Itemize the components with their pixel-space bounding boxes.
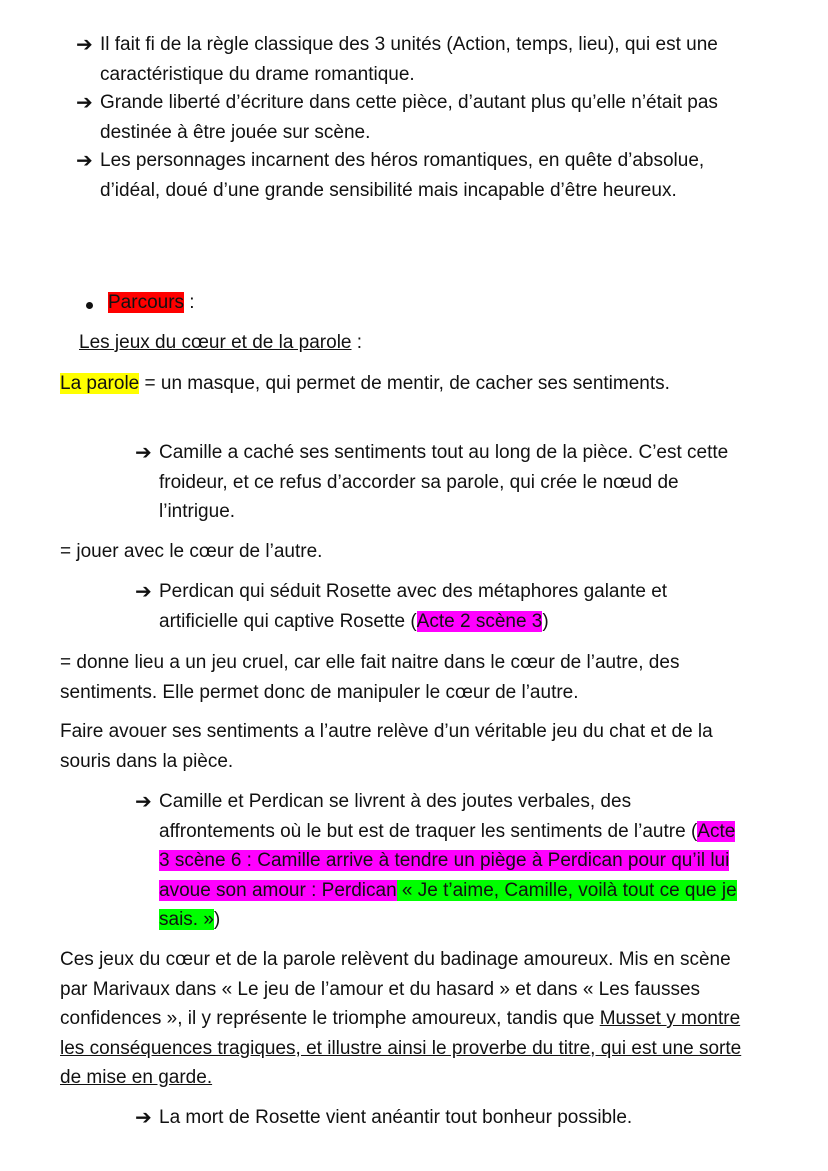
subtitle-text: Les jeux du cœur et de la parole bbox=[79, 332, 352, 353]
paragraph: = jouer avec le cœur de l’autre. bbox=[60, 541, 323, 562]
list-item bbox=[135, 438, 739, 527]
bullet-icon bbox=[86, 302, 93, 309]
list-item bbox=[76, 146, 760, 205]
scene-reference: Acte 2 scène 3 bbox=[416, 610, 543, 632]
list-item-text: Grande liberté d’écriture dans cette pièce, d’autant plus qu’elle n’était pas destinée à être jouée sur scène. bbox=[100, 92, 718, 143]
scene-reference: Acte 3 scène 6 : Camille arrive à tendre un piège à Perdican pour qu’il lui avoue son amour : Perdican bbox=[159, 820, 736, 901]
paragraph: Faire avouer ses sentiments a l’autre relève d’un véritable jeu du chat et de la souris dans la pièce. bbox=[60, 721, 713, 772]
list-item-text: Les personnages incarnent des héros romantiques, en quête d’absolue, d’idéal, doué d’une grande sensibilité mais incapable d’être heureux. bbox=[100, 150, 705, 201]
quote-highlight: « Je t’aime, Camille, voilà tout ce que je sais. » bbox=[159, 879, 737, 930]
underlined-text: Musset y montre les conséquences tragiques, et illustre ainsi le proverbe du titre, qui est une sorte de mise en garde. bbox=[60, 1008, 742, 1088]
section-heading: Parcours : bbox=[108, 292, 195, 313]
arrow-icon: ➔ bbox=[135, 789, 152, 813]
list-item bbox=[76, 88, 760, 147]
arrow-icon: ➔ bbox=[76, 90, 93, 114]
list-item: ➔ Perdican qui séduit Rosette avec des métaphores galante et artificielle qui captive Rosette (Acte 2 scène 3) bbox=[135, 579, 668, 632]
paragraph: Ces jeux du cœur et de la parole relèvent du badinage amoureux. Mis en scène par Marivaux dans « Le jeu de l’amour et du hasard » et dans « Les fausses confidences », il y représente le triomphe amoureux, tandis que Musset y montre les conséquences tragiques, et illustre ainsi le proverbe du titre, qui est une sorte de mise en garde. bbox=[60, 949, 742, 1088]
list-item-text: Camille a caché ses sentiments tout au long de la pièce. C’est cette froideur, et ce refus d’accorder sa parole, qui crée le nœud de l’intrigue. bbox=[159, 442, 729, 522]
list-item bbox=[76, 30, 760, 89]
list-item-text: Il fait fi de la règle classique des 3 unités (Action, temps, lieu), qui est une caractéristique du drame romantique. bbox=[100, 34, 718, 85]
arrow-icon: ➔ bbox=[76, 148, 93, 172]
list-item-text: La mort de Rosette vient anéantir tout bonheur possible. bbox=[159, 1107, 633, 1128]
paragraph: La parole = un masque, qui permet de mentir, de cacher ses sentiments. bbox=[60, 373, 670, 394]
paragraph: = donne lieu a un jeu cruel, car elle fait naitre dans le cœur de l’autre, des sentiments. Elle permet donc de manipuler le cœur de l’autre. bbox=[60, 652, 680, 703]
keyword-highlight: La parole bbox=[60, 373, 140, 394]
parcours-label: Parcours bbox=[108, 292, 185, 313]
subtitle: Les jeux du cœur et de la parole : bbox=[79, 332, 363, 353]
arrow-icon: ➔ bbox=[135, 440, 152, 464]
list-item: ➔ Camille et Perdican se livrent à des joutes verbales, des affrontements où le but est de traquer les sentiments de l’autre (Acte 3 scène 6 : Camille arrive à tendre un piège à Perdican pour qu’il lui avoue son amour : Perdican « Je t’aime, Camille, voilà tout ce que je sais. ») bbox=[135, 789, 737, 930]
list-item bbox=[135, 1103, 759, 1133]
arrow-icon: ➔ bbox=[135, 579, 152, 603]
arrow-icon: ➔ bbox=[76, 32, 93, 56]
arrow-icon: ➔ bbox=[135, 1105, 152, 1129]
